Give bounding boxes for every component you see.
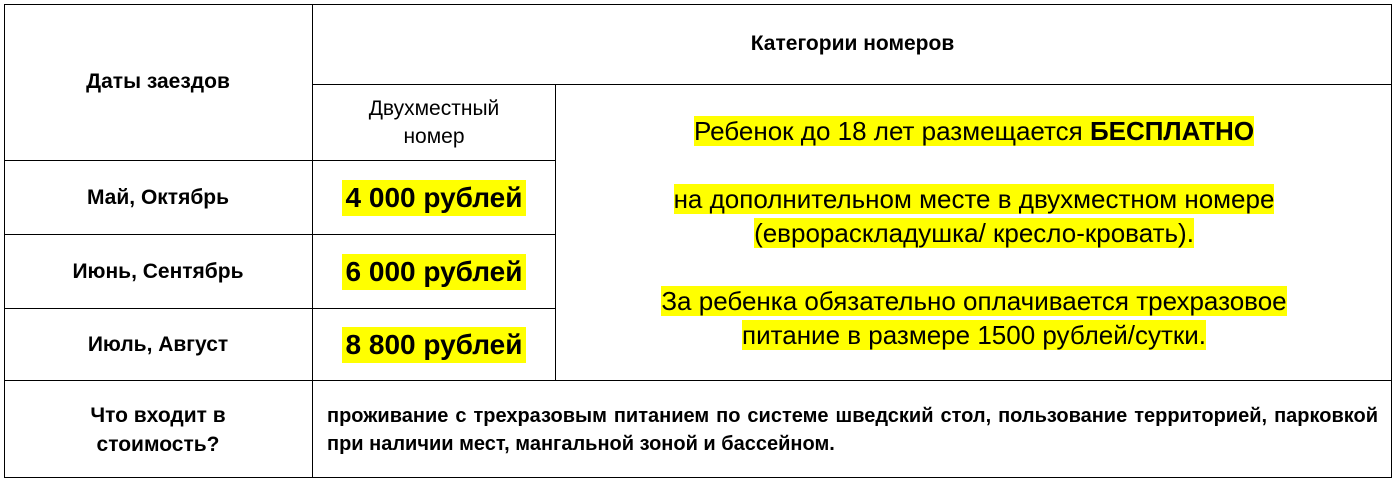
included-text-cell <box>312 380 1392 478</box>
dates-header-cell <box>4 4 312 160</box>
child-info-cell <box>555 84 1392 380</box>
table-row-price: 8 800 рублей <box>312 308 555 380</box>
room-type-cell <box>312 84 555 160</box>
included-label-line2: стоимость? <box>96 432 220 456</box>
categories-header-cell <box>312 4 1392 84</box>
table-row-price: 4 000 рублей <box>312 160 555 234</box>
dates-header: Даты заездов <box>86 70 230 93</box>
included-label-line1: Что входит в <box>90 403 226 427</box>
child-info-line2: на дополнительном месте в двухместном номере <box>673 183 1275 214</box>
room-type-line1: Двухместный <box>368 96 500 120</box>
table-row-dates: Май, Октябрь <box>4 160 312 234</box>
free-label: БЕСПЛАТНО <box>1089 115 1255 146</box>
pricing-table <box>4 4 1392 478</box>
table-row-dates: Июнь, Сентябрь <box>4 234 312 308</box>
table-row-dates: Июль, Август <box>4 308 312 380</box>
child-info-line4: За ребенка обязательно оплачивается трехразовое <box>661 285 1287 316</box>
categories-header: Категории номеров <box>750 32 955 55</box>
child-info-line1: Ребенок до 18 лет размещается БЕСПЛАТНО <box>693 115 1255 146</box>
included-text: проживание с трехразовым питанием по системе шведский стол, пользование территорией, парковкой при наличии мест, мангальной зоной и бассейном. <box>327 404 1378 455</box>
included-label-cell <box>4 380 312 478</box>
table-row-price: 6 000 рублей <box>312 234 555 308</box>
child-info-line3: (еврораскладушка/ кресло-кровать). <box>754 217 1194 248</box>
child-info-line5: питание в размере 1500 рублей/сутки. <box>742 319 1206 350</box>
room-type-line2: номер <box>403 124 465 148</box>
